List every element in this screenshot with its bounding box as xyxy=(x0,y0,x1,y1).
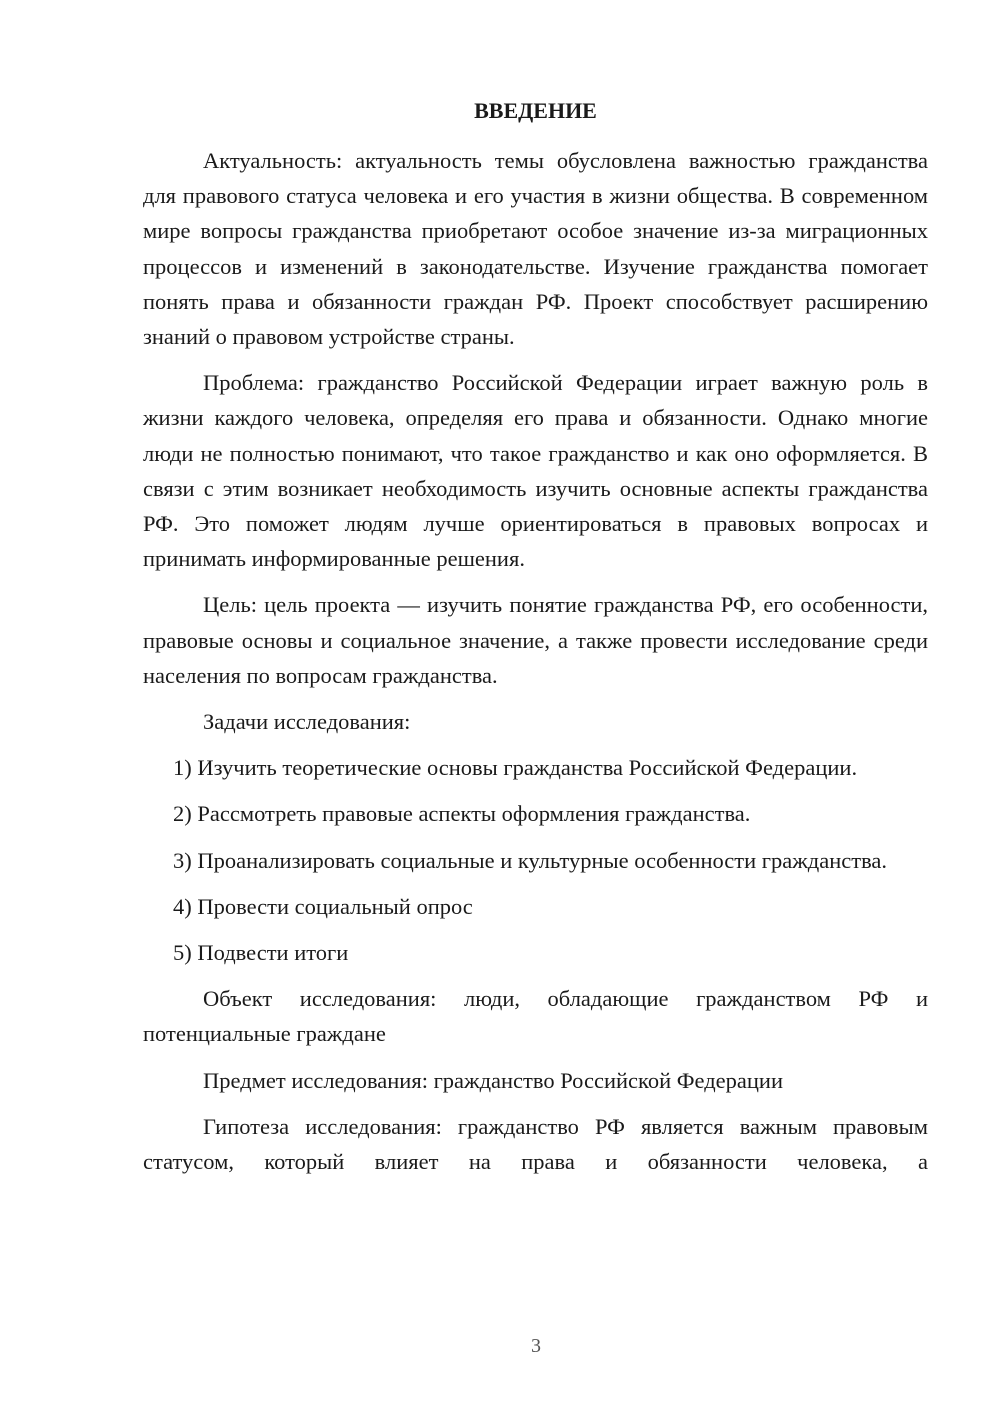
task-item-5: 5) Подвести итоги xyxy=(173,940,349,966)
paragraph-hypothesis: Гипотеза исследования: гражданство РФ является важным правовым статусом, который влияет на права и обязанности человека, а xyxy=(143,1113,928,1175)
paragraph-problem: Проблема: гражданство Российской Федерации играет важную роль в жизни каждого человека, определяя его права и обязанности. Однако многие люди не полностью понимают, что такое гражданство и как оно оформляется. В связи с этим возникает необходимость изучить основные аспекты гражданства РФ. Это поможет людям лучше ориентироваться в правовых вопросах и принимать информированные решения. xyxy=(143,370,928,572)
task-item-4: 4) Провести социальный опрос xyxy=(173,893,473,919)
task-item-3: 3) Проанализировать социальные и культурные особенности гражданства. xyxy=(173,847,888,873)
paragraph-object: Объект исследования: люди, обладающие гражданством РФ и потенциальные граждане xyxy=(143,986,928,1047)
section-title: ВВЕДЕНИЕ xyxy=(474,98,597,123)
paragraph-tasks-heading: Задачи исследования: xyxy=(203,709,411,735)
document-body xyxy=(143,143,928,1190)
paragraph-subject: Предмет исследования: гражданство Российской Федерации xyxy=(203,1067,783,1093)
paragraph-goal: Цель: цель проекта — изучить понятие гражданства РФ, его особенности, правовые основы и социальное значение, а также провести исследование среди населения по вопросам гражданства. xyxy=(143,592,928,688)
page-number: 3 xyxy=(531,1335,541,1357)
task-item-2: 2) Рассмотреть правовые аспекты оформления гражданства. xyxy=(173,801,751,827)
paragraph-relevance: Актуальность: актуальность темы обусловлена важностью гражданства для правового статуса человека и его участия в жизни общества. В современном мире вопросы гражданства приобретают особое значение из-за миграционных процессов и изменений в законодательстве. Изучение гражданства помогает понять права и обязанности граждан РФ. Проект способствует расширению знаний о правовом устройстве страны. xyxy=(143,148,928,350)
task-item-1: 1) Изучить теоретические основы гражданства Российской Федерации. xyxy=(173,755,858,781)
